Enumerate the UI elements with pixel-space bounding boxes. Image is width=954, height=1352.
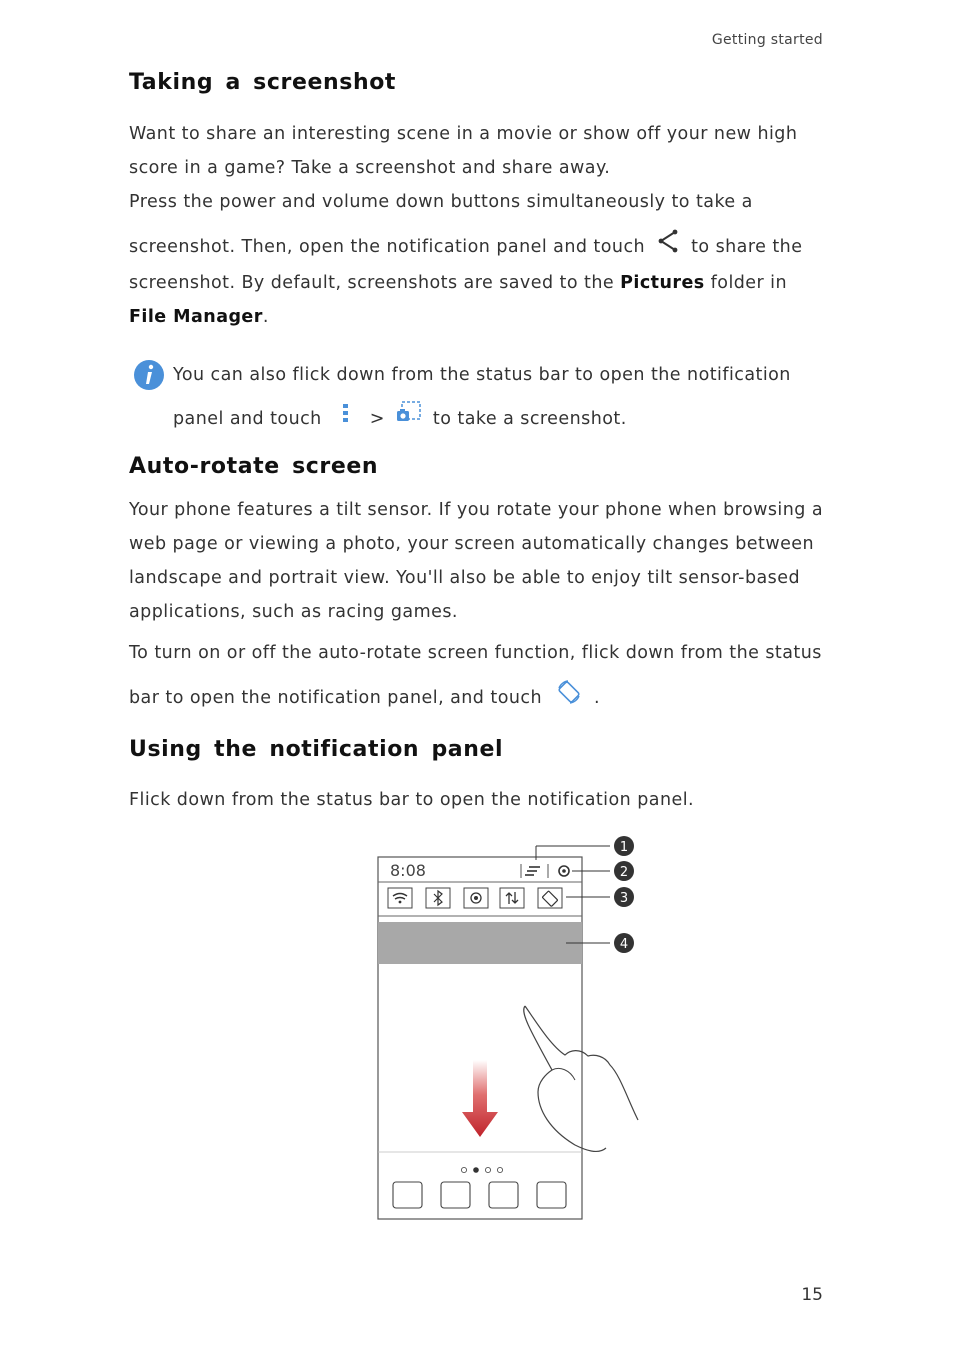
page-dot-active [473,1167,479,1173]
screenshot-note: You can also flick down from the status bar to open the notification panel and touch > to take a screenshot. [173,353,813,441]
auto-rotate-icon [556,679,582,717]
rotate-paragraph-1: Your phone features a tilt sensor. If you rotate your phone when browsing a web page or viewing a photo, your screen automatically changes between landscape and portrait view. You'll also be able to enjoy tilt sensor-based applications, such as racing games. [129,500,824,622]
pictures-folder-label: Pictures [620,273,705,293]
section-title-auto-rotate: Auto-rotate screen [129,454,379,479]
running-header: Getting started [711,32,823,48]
callout-4 [614,933,634,953]
rotate-paragraph-2: bar to open the notification panel, and touch . [129,679,829,717]
svg-text:4: 4 [619,937,629,952]
screenshot-icon [395,397,423,441]
page-number: 15 [801,1285,823,1305]
callout-3 [614,887,634,907]
screenshot-paragraph-1: Want to share an interesting scene in a movie or show off your new high score in a game? Take a screenshot and share away. [129,124,798,178]
notification-paragraph: Flick down from the status bar to open the notification panel. [129,790,695,810]
info-icon [133,359,165,395]
share-icon [655,228,681,266]
section-title-notification-panel: Using the notification panel [129,737,504,762]
menu-dots-icon [340,397,350,441]
svg-text:3: 3 [619,891,629,906]
file-manager-label: File Manager [129,307,263,327]
callout-1 [614,836,634,856]
screenshot-paragraph-2-line1: Press the power and volume down buttons simultaneously to take a [129,192,753,212]
notification-area [378,922,582,964]
section-title-screenshot: Taking a screenshot [129,70,397,95]
svg-text:2: 2 [619,865,629,880]
rotate-paragraph-2-line1: To turn on or off the auto-rotate screen function, flick down from the status [129,643,822,663]
notification-panel-illustration [370,830,650,1234]
status-time: 8:08 [390,861,426,880]
svg-text:1: 1 [619,840,629,855]
screenshot-paragraph-2: screenshot. Then, open the notification panel and touch to share the screenshot. By default, screenshots are saved to the Pictures folder in File Manager. [129,228,829,334]
phone-screen-frame [378,857,582,1219]
callout-2 [614,861,634,881]
